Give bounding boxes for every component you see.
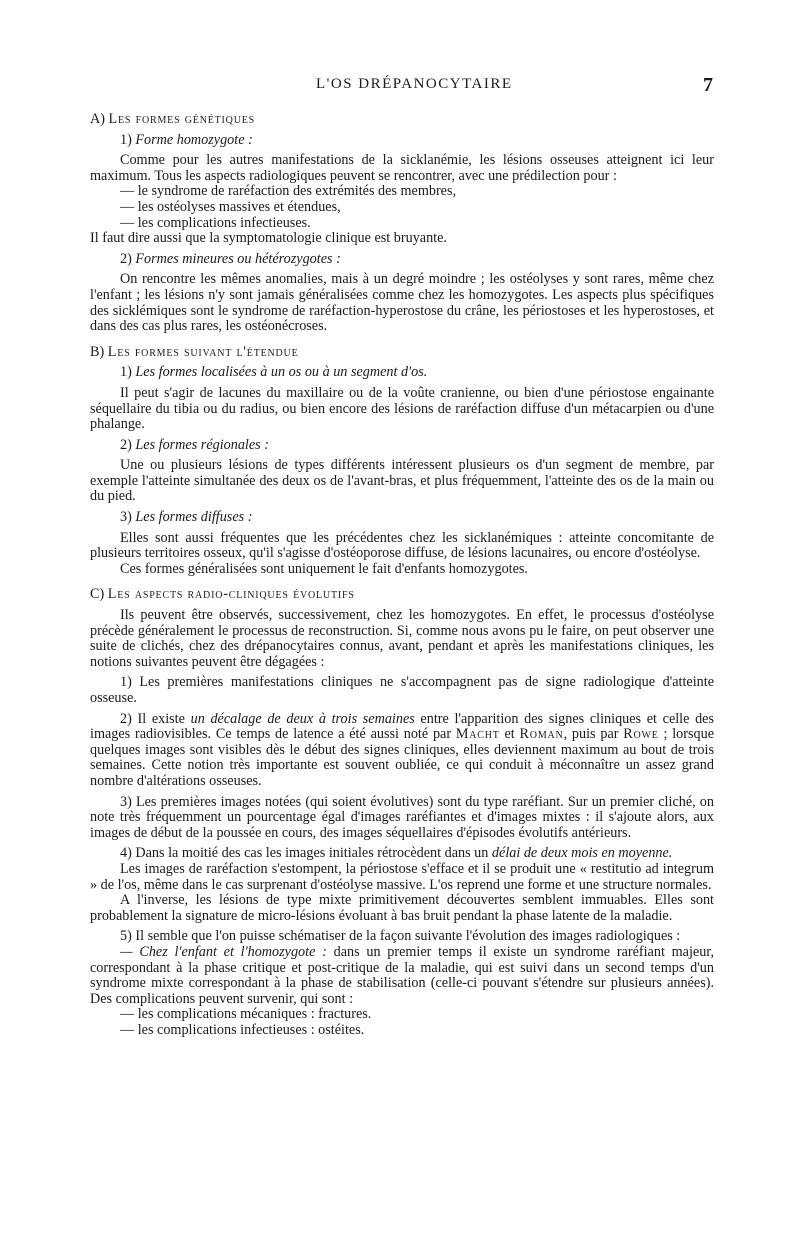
section-b-para2: Une ou plusieurs lésions de types différents intéressent plusieurs os d'un segment de membre, par exemple l'atteinte simultanée des deux os de l'avant-bras, et plus fréquemment, l'atteinte des os de la main ou du pied.: [90, 457, 714, 505]
section-b-para1: Il peut s'agir de lacunes du maxillaire ou de la voûte cranienne, ou bien d'une périostose engainante séquellaire du tibia ou du radius, ou bien encore des lésions de raréfaction diffuse d'un métacarpien ou d'une phalange.: [90, 384, 714, 433]
section-b-para3: Elles sont aussi fréquentes que les précédentes chez les sicklanémiques : atteinte concomitante de plusieurs territoires osseux, qu'il s'agisse d'ostéoporose diffuse, de lésions lacunaires, ou encore d'ostéolyse.: [90, 529, 714, 562]
section-c-para1: Ils peuvent être observés, successivement, chez les homozygotes. En effet, le processus d'ostéolyse précède généralement le processus de reconstruction. Si, comme nous avons pu le faire, on peut observer une suite de clichés, chez des drépanocytaires connus, avant, pendant et après les manifestations cliniques, les notions suivantes peuvent être dégagées :: [90, 607, 714, 670]
section-b-sub1-heading: 1) Les formes localisées à un os ou à un segment d'os.: [120, 364, 428, 381]
section-c-point5: 5) Il semble que l'on puisse schématiser de la façon suivante l'évolution des images radiologiques :: [120, 928, 681, 945]
section-c-point1: 1) Les premières manifestations cliniques ne s'accompagnent pas de signe radiologique d'atteinte osseuse.: [90, 674, 714, 706]
running-head: [0, 76, 800, 100]
section-c-point3: 3) Les premières images notées (qui soient évolutives) sont du type raréfiant. Sur un premier cliché, on note très fréquemment un pourcentage égal d'images raréfiantes et d'images mixtes : il s'ajoute alors, aux images de début de la poussée en cours, des images séquellaires d'épisodes évolutifs antérieurs.: [90, 793, 714, 841]
section-b-sub2-heading: 2) Les formes régionales :: [120, 436, 269, 453]
section-a-heading: A) Les formes génétiques: [90, 111, 255, 127]
section-c-point2: 2) Il existe un décalage de deux à trois semaines entre l'apparition des signes cliniques et celle des images radiovisibles. Ce temps de latence a été aussi noté par Macht et Roman, puis par Rowe ; lorsque quelques images sont visibles dès le début des signes cliniques, elles deviennent maximum au bout de trois semaines. Cette notion très importante est souvent oubliée, ce qui conduit à méconnaître un assez grand nombre d'altérations osseuses.: [90, 710, 715, 789]
section-c-point4-para3: A l'inverse, les lésions de type mixte primitivement découvertes semblent immuables. Elles sont probablement la signature de micro-lésions évoluant à bas bruit pendant la phase latente de la maladie.: [90, 892, 714, 924]
section-a-dash3: — les complications infectieuses.: [120, 214, 311, 231]
section-a-para2: Il faut dire aussi que la symptomatologie clinique est bruyante.: [90, 230, 447, 247]
section-b-sub3-heading: 3) Les formes diffuses :: [120, 509, 253, 526]
section-c-heading: C) Les aspects radio-cliniques évolutifs: [90, 586, 355, 603]
section-c-point5-dash2: — les complications infectieuses : ostéites.: [120, 1021, 365, 1038]
section-a-dash1: — le syndrome de raréfaction des extrémités des membres,: [120, 183, 457, 200]
section-c-point4-para2: Les images de raréfaction s'estompent, la périostose s'efface et il se produit une « restitutio ad integrum » de l'os, même dans le cas surprenant d'ostéolyse massive. L'os reprend une forme et une structure normales.: [90, 860, 714, 893]
section-c-point4: 4) Dans la moitié des cas les images initiales rétrocèdent dans un délai de deux mois en moyenne.: [120, 845, 673, 862]
section-a-sub1-heading: 1) Forme homozygote :: [120, 131, 253, 148]
section-c-point5-dash-main: — Chez l'enfant et l'homozygote : dans un premier temps il existe un syndrome raréfiant majeur, correspondant à la phase critique et post-critique de la maladie, qui est suivi dans un second temps d'un syndrome mixte correspondant à la phase de stabilisation (celle-ci pouvant s'étendre sur plusieurs années). Des complications peuvent survenir, qui sont :: [90, 943, 715, 1007]
section-c-point5-dash1: — les complications mécaniques : fractures.: [120, 1006, 372, 1023]
section-a-para1: Comme pour les autres manifestations de la sicklanémie, les lésions osseuses atteignent ici leur maximum. Tous les aspects radiologiques peuvent se rencontrer, avec une prédilection pour :: [90, 152, 714, 184]
section-a-sub2-heading: 2) Formes mineures ou hétérozygotes :: [120, 250, 341, 267]
section-a-para3: On rencontre les mêmes anomalies, mais à un degré moindre ; les ostéolyses y sont rares, même chez l'enfant ; les lésions n'y sont jamais généralisées comme chez les homozygotes. Les aspects plus spécifiques des sicklémiques sont le syndrome de raréfaction-hyperostose du crâne, les périostoses et les hyperostoses, et dans des cas plus rares, les ostéonécroses.: [90, 271, 714, 335]
section-a-dash2: — les ostéolyses massives et étendues,: [120, 198, 341, 215]
running-title: L'OS DRÉPANOCYTAIRE: [316, 76, 513, 92]
document-body: [90, 112, 714, 1038]
page-number: 7: [703, 74, 713, 96]
section-b-heading: B) Les formes suivant l'étendue: [90, 343, 299, 360]
section-b-para4: Ces formes généralisées sont uniquement le fait d'enfants homozygotes.: [120, 560, 528, 577]
